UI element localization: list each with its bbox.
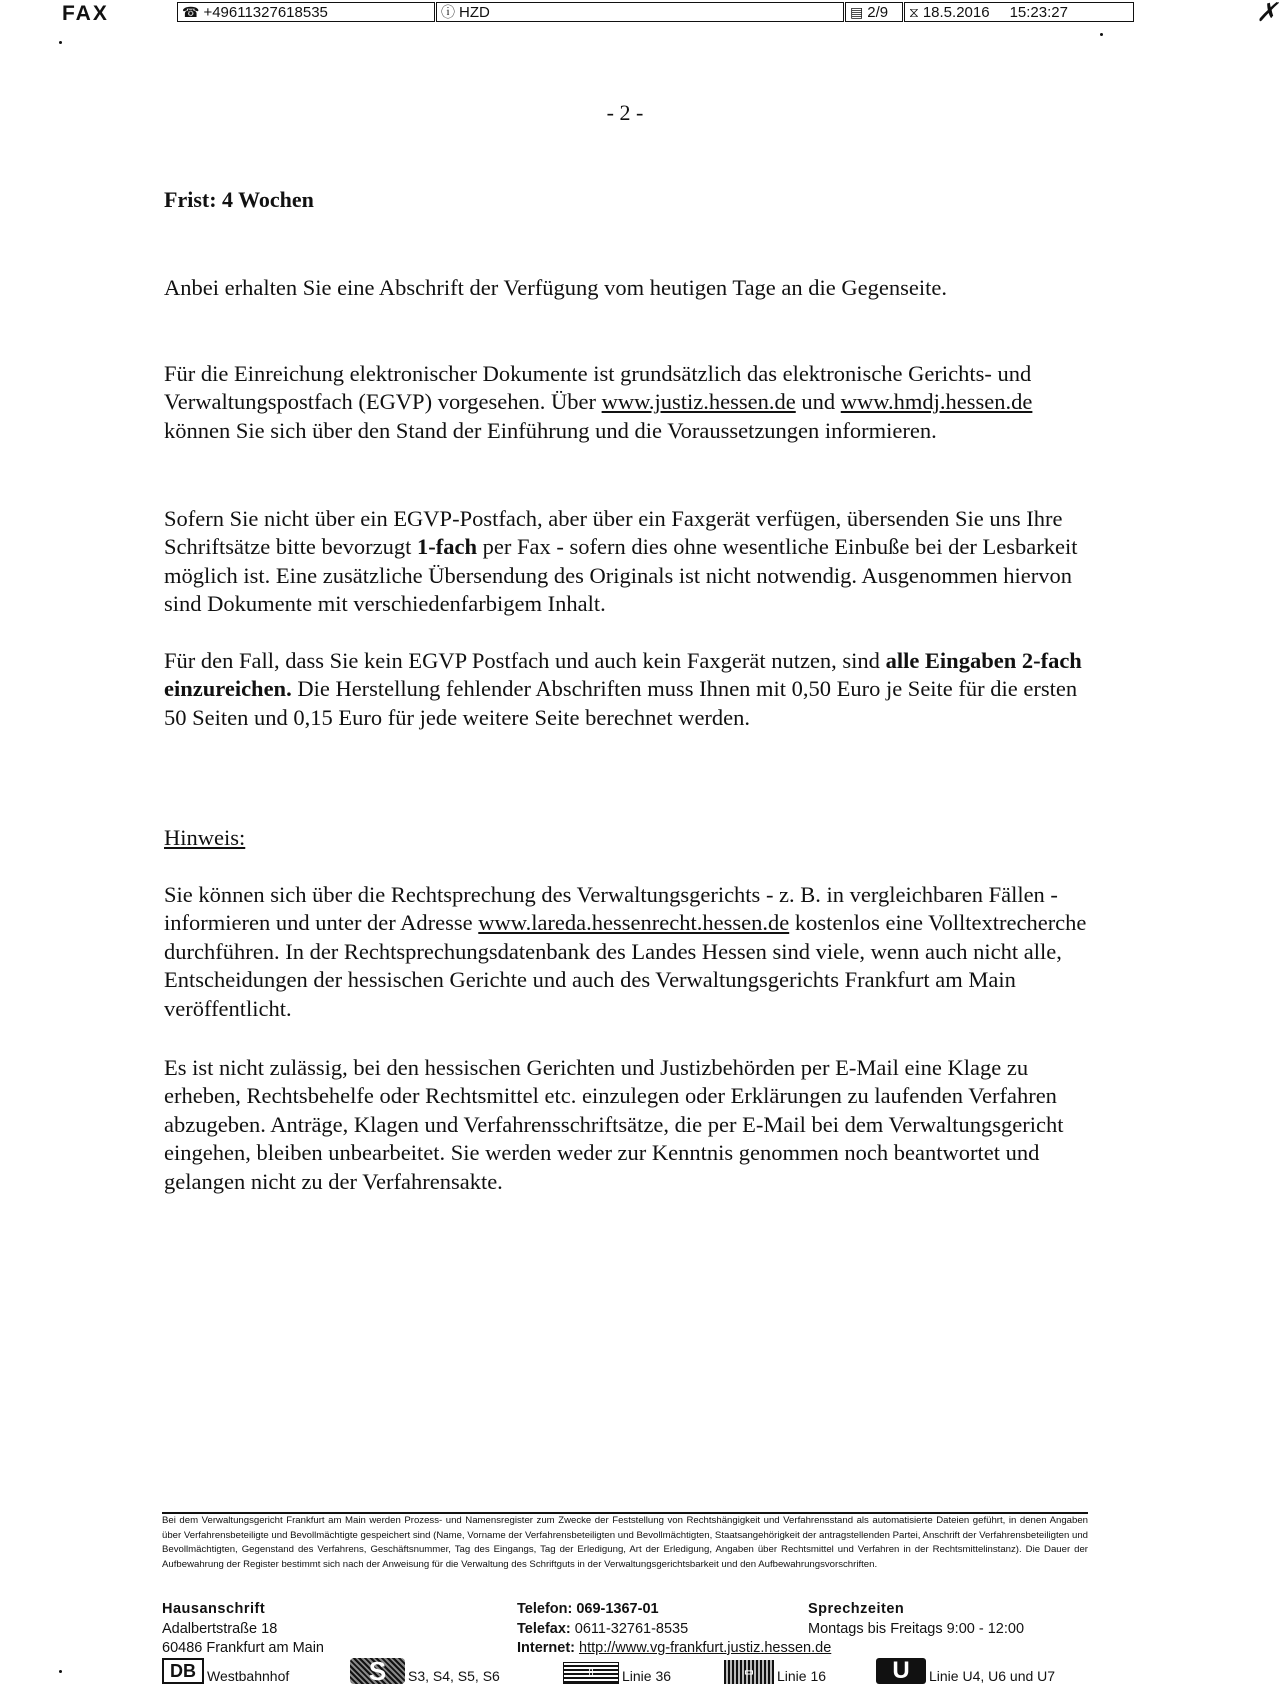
transit-item-bus: [724, 1654, 826, 1684]
paragraph-text: Für die Einreichung elektronischer Dokumente ist grundsätzlich das elektronische Gerichts- und Verwaltungspostfach (EGVP) vorgesehen. Über: [164, 361, 1032, 415]
document-icon: ▤: [850, 3, 864, 20]
paragraph-text: Sie können sich über die Rechtsprechung des Verwaltungsgerichts - z. B. in vergleichbaren Fällen - informieren und unter der Adresse: [164, 882, 1058, 936]
paragraph-fax: [164, 505, 1094, 619]
address-city: 60486 Frankfurt am Main: [162, 1640, 324, 1656]
internet-label: Internet:: [517, 1640, 575, 1656]
transit-label: Westbahnhof: [207, 1668, 290, 1684]
fax-header: [0, 0, 1280, 30]
scan-dot: [59, 1670, 62, 1673]
link-lareda[interactable]: www.lareda.hessenrecht.hessen.de: [478, 910, 790, 936]
paragraph-text: und: [795, 389, 841, 415]
fax-number: 0611-32761-8535: [574, 1620, 689, 1637]
fax-time: 15:23:27: [1009, 3, 1068, 21]
transit-label: S3, S4, S5, S6: [408, 1668, 500, 1684]
paragraph-copies: [164, 647, 1094, 732]
transit-item-db: [162, 1654, 289, 1684]
transit-item-sbahn: [350, 1654, 500, 1684]
fax-pages: 2/9: [867, 3, 889, 21]
transit-item-ubahn: [876, 1654, 1055, 1684]
transit-item-tram: [563, 1654, 671, 1684]
footer-hours: [808, 1600, 1024, 1639]
info-icon: ⓘ: [441, 4, 455, 20]
link-hmdj[interactable]: www.hmdj.hessen.de: [840, 389, 1033, 415]
phone-line: [517, 1600, 831, 1620]
paragraph-text: Für den Fall, dass Sie kein EGVP Postfach und auch kein Faxgerät nutzen, sind: [164, 648, 886, 673]
phone-number: 069-1367-01: [576, 1601, 659, 1617]
bus-logo-icon: ▭: [724, 1660, 774, 1684]
transit-label: Linie U4, U6 und U7: [929, 1668, 1056, 1684]
note-heading: Hinweis:: [164, 825, 246, 850]
paragraph-text: per Fax - sofern dies ohne wesentliche Einbuße bei der Lesbarkeit möglich ist. Eine zusätzliche Übersendung des Originals ist nicht notwendig. Ausgenommen hiervon sind Dokumente mit verschiedenfarbigem Inhalt.: [164, 534, 1078, 617]
fax-sender: HZD: [459, 3, 490, 21]
transit-label: Linie 16: [777, 1668, 827, 1684]
website-link[interactable]: http://www.vg-frankfurt.justiz.hessen.de: [579, 1640, 832, 1656]
paragraph-text: kostenlos eine Volltextrecherche durchführen. In der Rechtsprechungsdatenbank des Landes Hessen sind viele, wenn auch nicht alle, Entscheidungen der hessischen Gerichte und auch des Verwaltungsgerichts Frankfurt am Main veröffentlicht.: [164, 910, 1087, 1021]
paragraph-text: Die Herstellung fehlender Abschriften muss Ihnen mit 0,50 Euro je Seite für die ersten 50 Seiten und 0,15 Euro für jede weitere Seite berechnet werden.: [164, 676, 1078, 730]
sbahn-logo-icon: S: [350, 1658, 405, 1684]
paragraph-text: Sofern Sie nicht über ein EGVP-Postfach, aber über ein Faxgerät verfügen, übersenden Sie uns Ihre Schriftsätze bitte bevorzugt: [164, 506, 1063, 560]
footer-address: [162, 1600, 324, 1659]
paragraph-text: können Sie sich über den Stand der Einführung und die Voraussetzungen informieren.: [164, 417, 937, 443]
fax-sender-box: [436, 2, 844, 22]
footer-contact: [517, 1600, 831, 1659]
transit-label: Linie 36: [622, 1668, 672, 1684]
fax-pages-box: [845, 2, 903, 22]
page-number: - 2 -: [606, 100, 644, 125]
address-street: Adalbertstraße 18: [162, 1620, 278, 1637]
fax-date: 18.5.2016: [922, 3, 990, 21]
footer-legal-notice: Bei dem Verwaltungsgericht Frankfurt am Main werden Prozess- und Namensregister zum Zwecke der Feststellung von Rechtshängigkeit und Verfahrensstand als automatisierte Dateien geführt, in denen Angaben über Verfahrensbeteiligte und Bevollmächtigte gespeichert sind (Name, Vorname der Verfahrensbeteiligten und Bevollmächtigten, Staatsangehörigkeit der antragstellenden Partei, Anschrift der Verfahrensbeteiligten und Bevollmächtigten, Gegenstand des Verfahrens, Geschäftsnummer, Tag des Eingangs, Tag der Erledigung, Art der Erledigung, Angaben über Rechtsmittel und Verfahren in der Rechtsmittelinstanz). Die Dauer der Aufbewahrung der Register bestimmt sich nach der Anweisung für die Verwaltung des Schriftguts in der Verwaltungsgerichtsbarkeit und den Aufbewahrungsvorschriften.: [162, 1515, 1088, 1570]
paragraph-egvp: [164, 360, 1094, 445]
bold-text: alle Eingaben 2-fach einzureichen.: [164, 648, 1082, 702]
bold-text: 1-fach: [417, 534, 478, 560]
scan-dot: [59, 41, 62, 44]
deadline-heading: Frist: 4 Wochen: [164, 187, 314, 212]
fax-mark: ✗: [1256, 0, 1278, 28]
tram-logo-icon: ⎍: [563, 1662, 619, 1684]
db-logo-icon: DB: [162, 1658, 204, 1684]
transit-row: [0, 1654, 1280, 1684]
hours-text: Montags bis Freitags 9:00 - 12:00: [808, 1620, 1025, 1637]
address-heading: Hausanschrift: [162, 1601, 266, 1617]
paragraph-case-law: [164, 881, 1094, 1023]
fax-label: Telefax:: [517, 1620, 571, 1637]
fax-phone: +49611327618535: [203, 3, 328, 21]
fax-date-box: [904, 2, 1134, 22]
ubahn-logo-icon: U: [876, 1658, 926, 1684]
hourglass-icon: ⧖: [909, 3, 919, 20]
link-justiz[interactable]: www.justiz.hessen.de: [601, 389, 796, 415]
paragraph-copy-notice: Anbei erhalten Sie eine Abschrift der Verfügung vom heutigen Tage an die Gegenseite.: [164, 275, 947, 300]
telephone-icon: ☎: [182, 3, 200, 20]
fax-phone-box: [177, 2, 435, 22]
fax-line: [517, 1620, 831, 1640]
phone-label: Telefon:: [517, 1601, 573, 1617]
scan-dot: [1100, 33, 1103, 36]
paragraph-email-notice: Es ist nicht zulässig, bei den hessischen Gerichten und Justizbehörden per E-Mail eine Klage zu erheben, Rechtsbehelfe oder Rechtsmittel etc. einzulegen oder Erklärungen zu laufenden Verfahren abzugeben. Anträge, Klagen und Verfahrensschriftsätze, die per E-Mail bei dem Verwaltungsgericht eingehen, bleiben unbearbeitet. Sie werden weder zur Kenntnis genommen noch beantwortet und gelangen nicht zu der Verfahrensakte.: [164, 1055, 1064, 1194]
hours-heading: Sprechzeiten: [808, 1601, 905, 1617]
fax-label: FAX: [62, 2, 109, 25]
